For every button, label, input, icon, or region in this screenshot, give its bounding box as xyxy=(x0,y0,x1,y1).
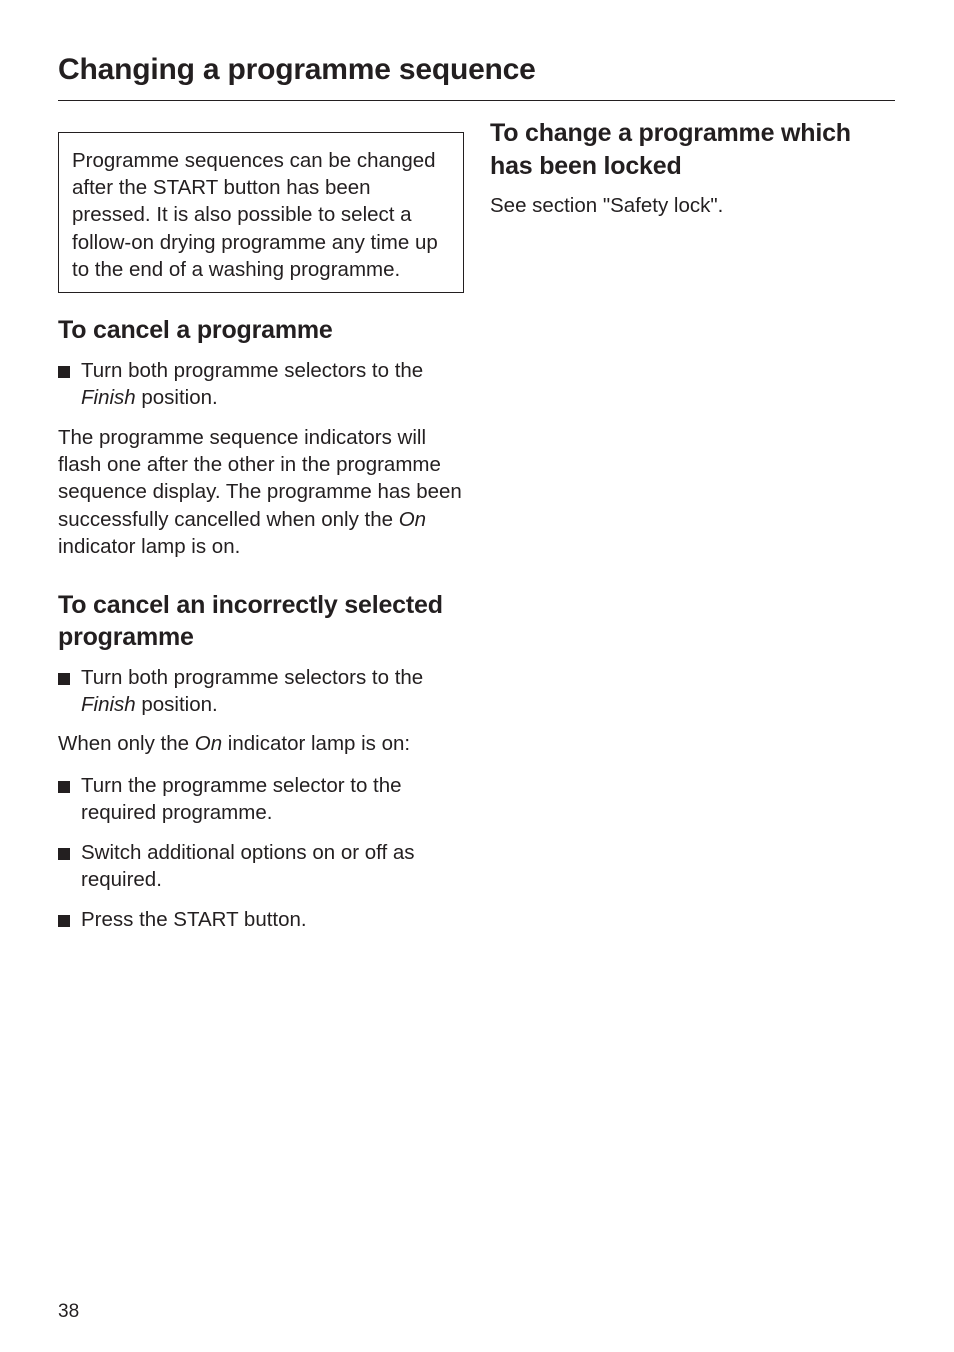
step-text-suffix: position. xyxy=(135,385,218,409)
left-column xyxy=(58,132,464,934)
description-italic: On xyxy=(398,507,427,531)
cancel-incorrect-heading: To cancel an incorrectly selected programme xyxy=(58,590,443,652)
step-text-prefix: Turn both programme selectors to the xyxy=(81,358,424,382)
incorrect-step-1 xyxy=(58,664,464,718)
square-bullet-icon xyxy=(58,366,70,378)
right-column xyxy=(490,117,900,219)
condition-suffix: indicator lamp is on: xyxy=(222,732,411,756)
cancel-step-1 xyxy=(58,357,464,411)
note-box xyxy=(58,132,464,293)
square-bullet-icon xyxy=(58,781,70,793)
condition-text xyxy=(58,730,464,757)
step-text-italic: Finish xyxy=(81,693,136,717)
incorrect-step-2 xyxy=(58,772,464,826)
step-text-prefix: Turn both programme selectors to the xyxy=(81,665,424,689)
note-text: Programme sequences can be changed after the START button has been pressed. It is also possible to select a follow-on drying programme any time up to the end of a washing programme. xyxy=(72,149,438,281)
step-text-suffix: position. xyxy=(135,693,218,717)
incorrect-step-4 xyxy=(58,906,464,933)
step-text-italic: Finish xyxy=(81,385,136,409)
step-text: Switch additional options on or off as required. xyxy=(81,840,415,892)
square-bullet-icon xyxy=(58,915,70,927)
square-bullet-icon xyxy=(58,673,70,685)
description-suffix: indicator lamp is on. xyxy=(58,534,241,558)
condition-prefix: When only the xyxy=(58,732,195,756)
title-divider xyxy=(58,100,895,101)
cancel-description xyxy=(58,424,464,560)
step-text: Turn the programme selector to the required programme. xyxy=(81,773,402,824)
square-bullet-icon xyxy=(58,848,70,860)
condition-italic: On xyxy=(194,732,223,756)
locked-programme-heading: To change a programme which has been locked xyxy=(490,119,851,180)
page-number: 38 xyxy=(58,1301,80,1322)
step-text: Press the START button. xyxy=(81,908,307,932)
page-title: Changing a programme sequence xyxy=(58,53,536,86)
incorrect-step-3 xyxy=(58,839,464,893)
cancel-programme-heading: To cancel a programme xyxy=(58,316,333,345)
description-prefix: The programme sequence indicators will flash one after the other in the programme sequence display. The programme has been successfully cancelled when only the xyxy=(58,425,462,531)
locked-programme-text: See section "Safety lock". xyxy=(490,194,724,217)
